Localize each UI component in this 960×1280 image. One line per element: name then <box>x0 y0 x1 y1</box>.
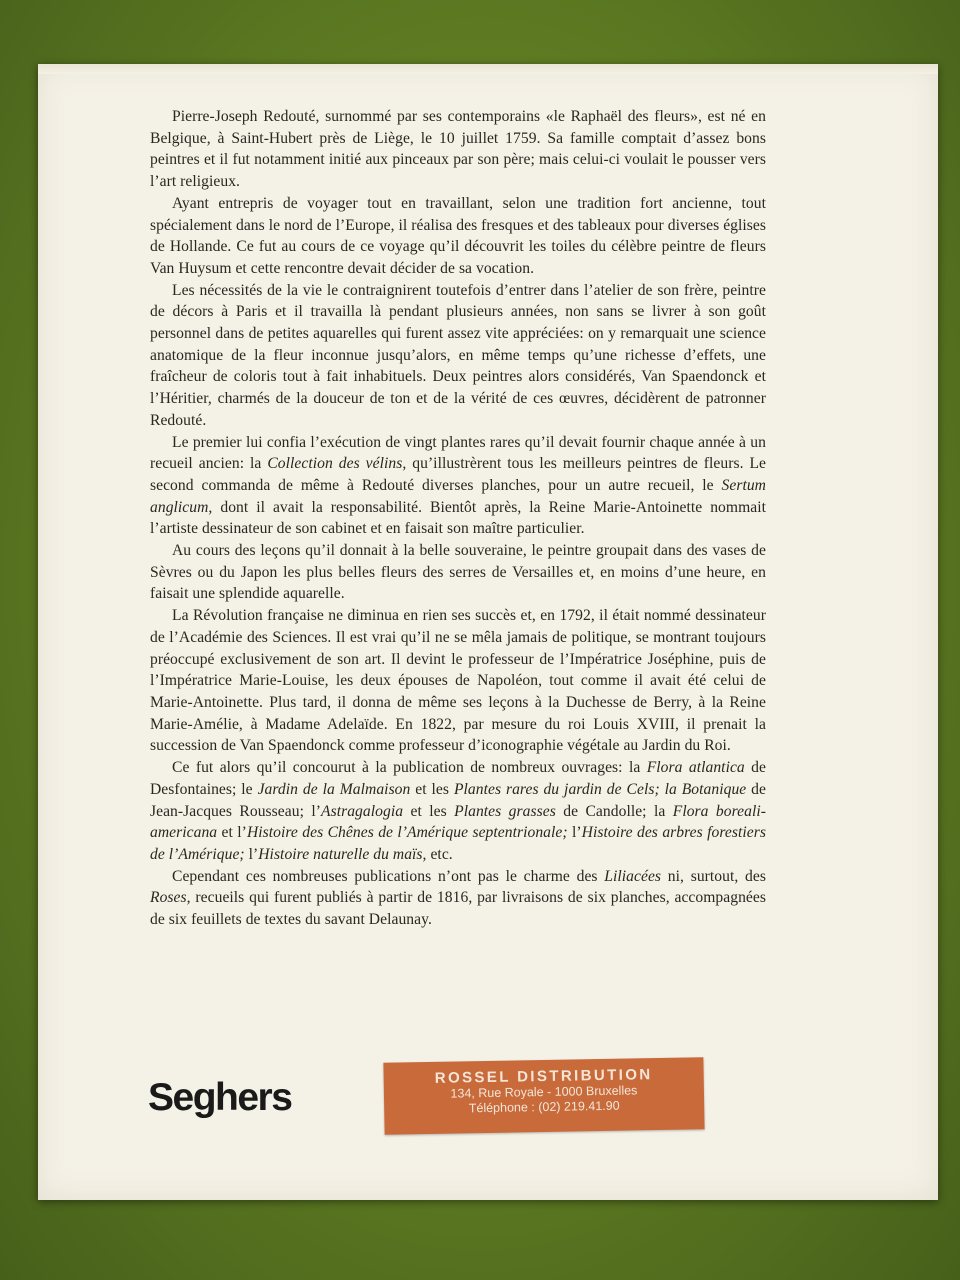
sticker-title: ROSSEL DISTRIBUTION <box>434 1066 653 1087</box>
cover-edge <box>38 64 938 74</box>
paragraph: Les nécessités de la vie le contraignirent toutefois d’entrer dans l’atelier de son frère, peintre de décors à Paris et il travailla là pendant plusieurs années, non sans se livrer à son goût personnel dans de petites aquarelles qui furent assez vite appréciées: on y remarquait une science anatomique de la fleur inconnue jusqu’alors, en même temps qu’une richesse d’effets, une fraîcheur de coloris tout à fait inhabituels. Deux peintres alors considérés, Van Spaendonck et l’Héritier, charmés de la douceur de ton et de la vérité de ces œuvres, décidèrent de patronner Redouté. <box>150 281 766 429</box>
paragraph: Ayant entrepris de voyager tout en travaillant, selon une tradition fort ancienne, tout spécialement dans le nord de l’Europe, il réalisa des fresques et des tableaux pour diverses églises de Hollande. Ce fut au cours de ce voyage qu’il découvrit les toiles du célèbre peintre de fleurs Van Huysum et cette rencontre devait décider de sa vocation. <box>150 194 766 277</box>
paragraph: Pierre-Joseph Redouté, surnommé par ses contemporains «le Raphaël des fleurs», est né en Belgique, à Saint-Hubert près de Liège, le 10 juillet 1759. Sa famille comptait d’assez bons peintres et il fut notamment initié aux pinceaux par son père; mais celui-ci voulait le pousser vers l’art religieux. <box>150 108 766 191</box>
paragraph: Au cours des leçons qu’il donnait à la belle souveraine, le peintre groupait dans des vases de Sèvres ou du Japon les plus belles fleurs des serres de Versailles et, en moins d’une heure, en faisait une splendide aquarelle. <box>150 542 766 603</box>
sticker-phone: Téléphone : (02) 219.41.90 <box>468 1098 620 1116</box>
paragraph: Le premier lui confia l’exécution de vingt plantes rares qu’il devait fournir chaque année à un recueil ancien: la Collection des vélins, qu’illustrèrent tous les meilleurs peintres de fleurs. Le second commanda de même à Redouté diverses planches, pour un autre recueil, le Sertum anglicum, dont il avait la responsabilité. Bientôt après, la Reine Marie-Antoinette nommait l’artiste dessinateur de son cabinet et en faisait son maître particulier. <box>150 433 767 538</box>
book-back-cover <box>38 64 938 1200</box>
paragraph: Cependant ces nombreuses publications n’ont pas le charme des Liliacées ni, surtout, des Roses, recueils qui furent publiés à partir de 1816, par livraisons de six planches, accompagnées de six feuillets de textes du savant Delaunay. <box>150 867 766 929</box>
paragraph: La Révolution française ne diminua en rien ses succès et, en 1792, il était nommé dessinateur de l’Académie des Sciences. Il est vrai qu’il ne se mêla jamais de politique, se montrant toujours préoccupé exclusivement de son art. Il devint le professeur de l’Impératrice Joséphine, puis de l’Impératrice Marie-Louise, les deux épouses de Napoléon, tout comme il avait été celui de Marie-Antoinette. Plus tard, il donna de même ses leçons à la Duchesse de Berry, à la Reine Marie-Amélie, à Madame Adelaïde. En 1822, par mesure du roi Louis XVIII, il prenait la succession de Van Spaendonck comme professeur d’iconographie végétale au Jardin du Roi. <box>150 607 766 755</box>
publisher-logo: Seghers <box>148 1076 292 1119</box>
blurb-text <box>150 106 766 931</box>
paragraph: Ce fut alors qu’il concourut à la publication de nombreux ouvrages: la Flora atlantica de Desfontaines; le Jardin de la Malmaison et les Plantes rares du jardin de Cels; la Botanique de Jean-Jacques Rousseau; l’Astragalogia et les Plantes grasses de Candolle; la Flora boreali-americana et l’Histoire des Chênes de l’Amérique septentrionale; l’Histoire des arbres forestiers de l’Amérique; l’Histoire naturelle du maïs, etc. <box>150 759 767 863</box>
sticker-address: 134, Rue Royale - 1000 Bruxelles <box>450 1083 638 1101</box>
distributor-sticker <box>383 1057 704 1135</box>
